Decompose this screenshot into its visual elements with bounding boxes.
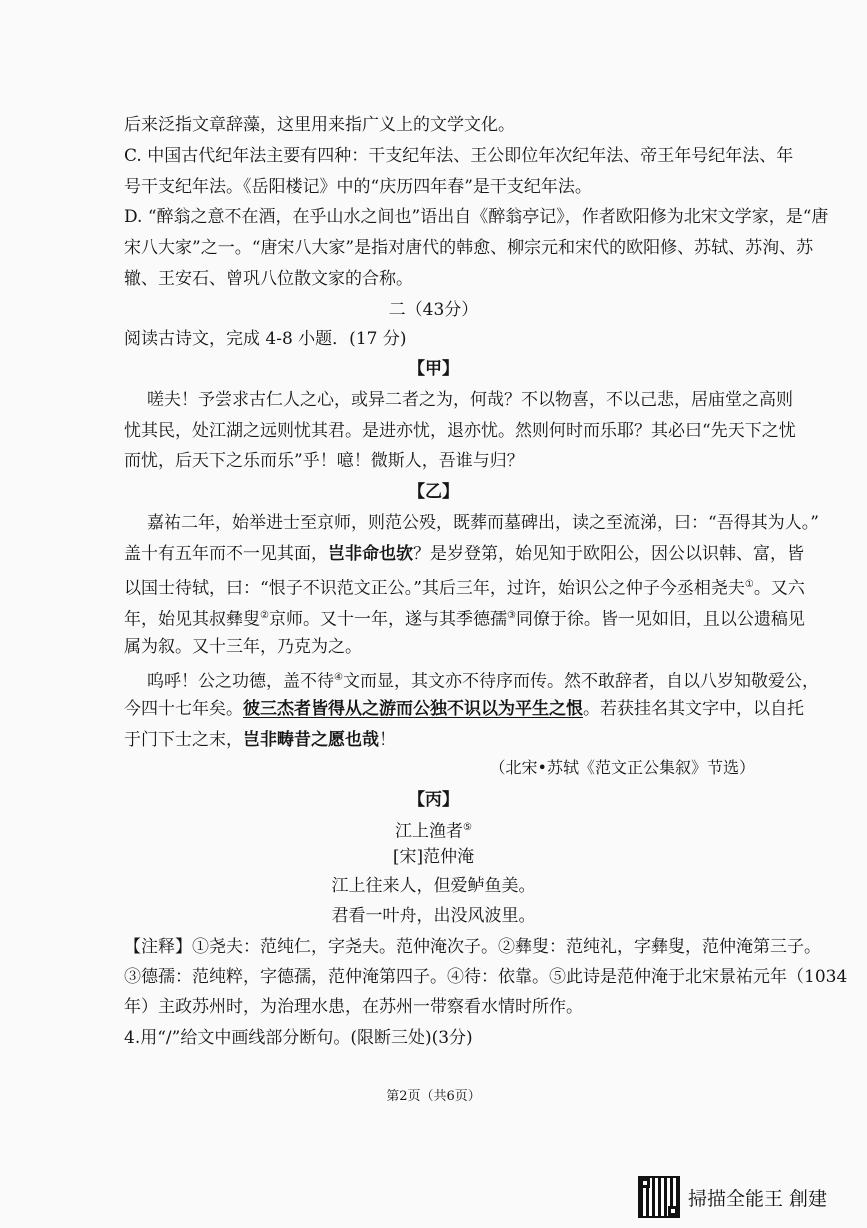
yi-text: 京师。又十一年，遂与其季德孺 (268, 609, 507, 630)
yi-text: 盖十有五年而不一见其面， (124, 544, 328, 564)
option-d-line-3: 辙、王安石、曾巩八位散文家的合称。 (124, 269, 413, 289)
yi-p1-line-2 (124, 543, 804, 565)
page-footer: 第2页（共6页） (386, 1089, 481, 1104)
yi-text: 今四十七年矣。 (124, 699, 243, 719)
note-ref-4: ④ (334, 672, 343, 683)
notes-line-1: 【注释】①尧夫：范纯仁，字尧夫。范仲淹次子。②彝叟：范纯礼，字彝叟，范仲淹第三子。 (124, 937, 821, 957)
jia-line-1: 嗟夫！予尝求古仁人之心，或异二者之为，何哉？不以物喜，不以己悲，居庙堂之高则 (147, 390, 793, 410)
yi-text: ？是岁登第，始见知于欧阳公，因公以识韩、富，皆 (413, 544, 804, 564)
yi-bold-phrase: 岂非命也欤 (328, 544, 413, 564)
passage-jia-label: 【甲】 (408, 359, 459, 379)
option-c-line-2: 号干支纪年法。《岳阳楼记》中的“庆历四年春”是干支纪年法。 (124, 177, 592, 197)
note-ref-2: ② (260, 610, 269, 621)
jia-line-2: 忧其民，处江湖之远则忧其君。是进亦忧，退亦忧。然则何时而乐耶？其必曰“先天下之忧 (124, 421, 796, 441)
yi-text: 呜呼！公之功德，盖不待 (147, 671, 334, 692)
yi-text: 以国士待轼，曰：“恨子不识范文正公。”其后三年，过许，始识公之仲子今丞相尧夫 (124, 578, 745, 599)
option-c-line-1: C. 中国古代纪年法主要有四种：干支纪年法、王公即位年次纪年法、帝王年号纪年法、年 (124, 146, 794, 166)
option-d-line-2: 宋八大家”之一。“唐宋八大家”是指对唐代的韩愈、柳宗元和宋代的欧阳修、苏轼、苏洵、苏 (124, 238, 814, 258)
yi-p1-line-3 (124, 574, 805, 600)
text-line: 后来泛指文章辞藻，这里用来指广义上的文学文化。 (124, 115, 515, 135)
notes-line-3: 年）主政苏州时，为治理水患，在苏州一带察看水情时所作。 (124, 997, 583, 1017)
yi-text: 年，始见其叔彝叟 (124, 609, 260, 630)
section-title: 二（43分） (388, 300, 479, 320)
yi-text: 同僚于徐。皆一见如旧，且以公遗稿见 (515, 609, 805, 630)
jia-line-3: 而忧，后天下之乐而乐”乎！噫！微斯人，吾谁与归？ (124, 451, 524, 471)
option-d-line-1: D. “醉翁之意不在酒，在乎山水之间也”语出自《醉翁亭记》，作者欧阳修为北宋文学家，是“唐 (124, 207, 829, 227)
yi-p1-line-5: 属为叙。又十三年，乃克为之。 (124, 637, 362, 657)
yi-p2-line-1 (147, 667, 819, 693)
note-ref-1: ① (744, 579, 754, 590)
yi-text: ！ (379, 730, 396, 750)
yi-text: 于门下士之末， (124, 730, 243, 750)
underlined-sentence: 彼三杰者皆得从之游而公独不识以为平生之恨 (243, 699, 583, 719)
poem-line-2: 君看一叶舟，出没风波里。 (331, 906, 536, 926)
yi-p2-line-2 (124, 698, 804, 720)
yi-p1-line-4 (124, 605, 805, 631)
poem-line-1: 江上往来人，但爱鲈鱼美。 (331, 876, 536, 896)
poem-title (0, 817, 867, 843)
poem-title-text: 江上渔者 (395, 821, 464, 842)
yi-p1-line-1: 嘉祐二年，始举进士至京师，则范公殁，既葬而墓碑出，读之至流涕，曰：“吾得其为人。” (147, 513, 819, 533)
yi-source: （北宋•苏轼《范文正公集叙》节选） (489, 758, 755, 777)
reading-intro: 阅读古诗文，完成 4-8 小题．(17 分) (124, 329, 407, 349)
yi-text: 。又六 (753, 578, 805, 599)
passage-bing-label: 【丙】 (408, 790, 459, 810)
passage-yi-label: 【乙】 (408, 482, 459, 502)
yi-text: 。若获挂名其文字中，以自托 (583, 699, 804, 719)
notes-line-2: ③德孺：范纯粹，字德孺，范仲淹第四子。④待：依靠。⑤此诗是范仲淹于北宋景祐元年（1034 (124, 967, 848, 987)
question-4: 4.用“/”给文中画线部分断句。(限断三处)(3分) (124, 1028, 473, 1048)
note-ref-3: ③ (506, 610, 516, 621)
yi-bold-phrase: 岂非畴昔之愿也哉 (243, 730, 379, 750)
yi-text: 文而显，其文亦不待序而传。然不敢辞者，自以八岁知敬爱公， (342, 671, 819, 692)
qr-code-icon (638, 1176, 680, 1218)
note-ref-5: ⑤ (463, 822, 472, 833)
poem-author: [宋]范仲淹 (392, 847, 475, 867)
yi-p2-line-3 (124, 729, 396, 751)
watermark-text: 掃描全能王 創建 (688, 1187, 828, 1210)
scanner-watermark (638, 1176, 827, 1218)
